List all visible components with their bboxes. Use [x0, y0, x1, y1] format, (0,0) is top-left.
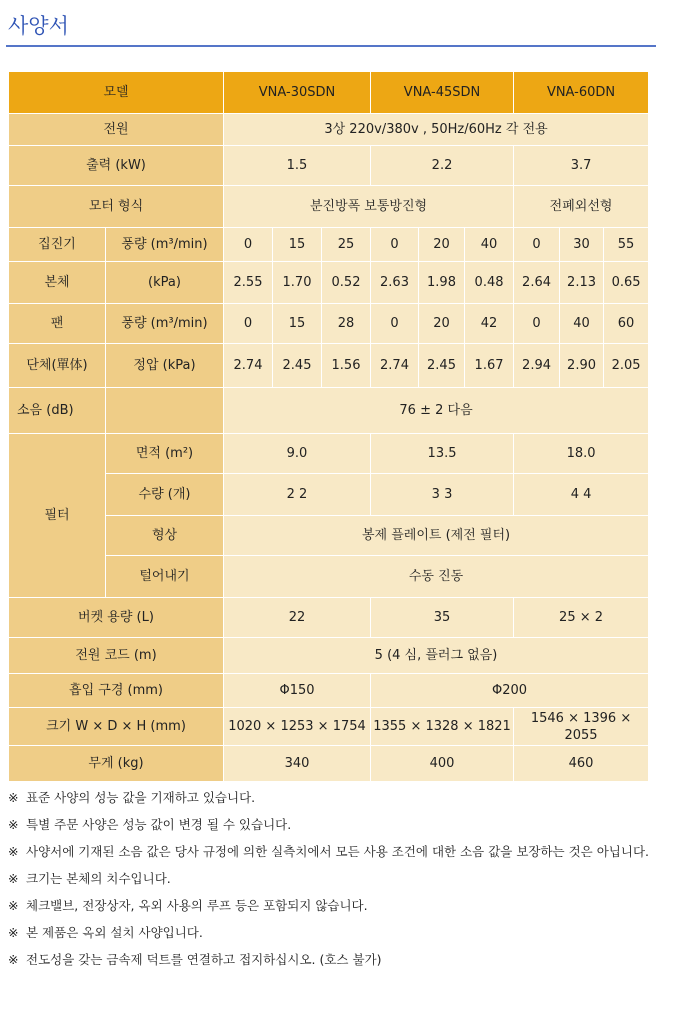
- weight-value: 400: [371, 746, 514, 782]
- note-mark: ※: [8, 817, 19, 832]
- cord-value: 5 (4 심, 플러그 없음): [224, 638, 649, 674]
- motor-row: [9, 186, 649, 228]
- noise-label: 소음 (dB): [9, 388, 106, 434]
- model-3-header: VNA-60DN: [514, 72, 649, 114]
- fan-pressure-value: 2.90: [560, 344, 604, 388]
- filter-area-label: 면적 (m²): [106, 434, 224, 474]
- weight-value: 340: [224, 746, 371, 782]
- size-value: 1355 × 1328 × 1821: [371, 708, 514, 746]
- fan-flow-value: 42: [465, 304, 514, 344]
- note-text: 특별 주문 사양은 성능 값이 변경 될 수 있습니다.: [26, 817, 292, 832]
- note-mark: ※: [8, 844, 19, 859]
- bucket-label: 버켓 용량 (L): [9, 598, 224, 638]
- note-mark: ※: [8, 898, 19, 913]
- output-row: [9, 146, 649, 186]
- bucket-value: 25 × 2: [514, 598, 649, 638]
- collector-pressure-row: [9, 262, 649, 304]
- collector-flow-value: 40: [465, 228, 514, 262]
- note-mark: ※: [8, 952, 19, 967]
- fan-label: 팬: [9, 304, 106, 344]
- filter-shape-value: 봉제 플레이트 (제전 필터): [224, 516, 649, 556]
- filter-area-value: 18.0: [514, 434, 649, 474]
- bucket-row: [9, 598, 649, 638]
- filter-label: 필터: [9, 434, 106, 598]
- filter-area-value: 9.0: [224, 434, 371, 474]
- size-row: [9, 708, 649, 746]
- fan-flow-value: 28: [322, 304, 371, 344]
- fan-flow-value: 40: [560, 304, 604, 344]
- filter-count-value: 3 3: [371, 474, 514, 516]
- note-mark: ※: [8, 871, 19, 886]
- filter-shape-label: 형상: [106, 516, 224, 556]
- motor-value: 분진방폭 보통방진형: [224, 186, 514, 228]
- fan-pressure-value: 1.67: [465, 344, 514, 388]
- weight-value: 460: [514, 746, 649, 782]
- note-item: [8, 844, 658, 860]
- collector-flow-value: 25: [322, 228, 371, 262]
- fan-flow-row: [9, 304, 649, 344]
- note-text: 사양서에 기재된 소음 값은 당사 규정에 의한 실측치에서 모든 사용 조건에 대한 소음 값을 보장하는 것은 아닙니다.: [26, 844, 649, 859]
- collector-flow-value: 0: [224, 228, 273, 262]
- note-item: [8, 898, 658, 914]
- weight-label: 무게 (kg): [9, 746, 224, 782]
- model-2-header: VNA-45SDN: [371, 72, 514, 114]
- notes-list: [8, 790, 658, 979]
- model-header: 모델: [9, 72, 224, 114]
- output-label: 출력 (kW): [9, 146, 224, 186]
- filter-shake-value: 수동 진동: [224, 556, 649, 598]
- collector-pressure-value: 0.52: [322, 262, 371, 304]
- collector-pressure-value: 2.55: [224, 262, 273, 304]
- filter-count-value: 4 4: [514, 474, 649, 516]
- note-item: [8, 871, 658, 887]
- collector-label: 집진기: [9, 228, 106, 262]
- collector-pressure-label: (kPa): [106, 262, 224, 304]
- collector-flow-value: 30: [560, 228, 604, 262]
- fan-pressure-value: 2.74: [224, 344, 273, 388]
- note-item: [8, 790, 658, 806]
- collector-pressure-value: 0.48: [465, 262, 514, 304]
- power-value: 3상 220v/380v , 50Hz/60Hz 각 전용: [224, 114, 649, 146]
- cord-row: [9, 638, 649, 674]
- output-value: 2.2: [371, 146, 514, 186]
- unit-label: 단체(單体): [9, 344, 106, 388]
- motor-label: 모터 형식: [9, 186, 224, 228]
- weight-row: [9, 746, 649, 782]
- cord-label: 전원 코드 (m): [9, 638, 224, 674]
- fan-flow-value: 0: [514, 304, 560, 344]
- filter-count-label: 수량 (개): [106, 474, 224, 516]
- inlet-value: Φ200: [371, 674, 649, 708]
- model-1-header: VNA-30SDN: [224, 72, 371, 114]
- fan-pressure-value: 2.94: [514, 344, 560, 388]
- fan-pressure-value: 2.74: [371, 344, 419, 388]
- collector-pressure-value: 1.98: [419, 262, 465, 304]
- fan-flow-value: 15: [273, 304, 322, 344]
- inlet-label: 흡입 구경 (mm): [9, 674, 224, 708]
- inlet-row: [9, 674, 649, 708]
- noise-sub-empty: [106, 388, 224, 434]
- noise-value: 76 ± 2 다음: [224, 388, 649, 434]
- fan-pressure-label: 정압 (kPa): [106, 344, 224, 388]
- fan-flow-value: 20: [419, 304, 465, 344]
- note-item: [8, 925, 658, 941]
- collector-pressure-value: 1.70: [273, 262, 322, 304]
- collector-flow-value: 20: [419, 228, 465, 262]
- fan-pressure-value: 2.45: [419, 344, 465, 388]
- spec-table: [8, 71, 649, 782]
- power-row: [9, 114, 649, 146]
- filter-count-value: 2 2: [224, 474, 371, 516]
- size-label: 크기 W × D × H (mm): [9, 708, 224, 746]
- title-divider: [6, 45, 656, 47]
- header-row: [9, 72, 649, 114]
- output-value: 1.5: [224, 146, 371, 186]
- filter-area-value: 13.5: [371, 434, 514, 474]
- fan-pressure-row: [9, 344, 649, 388]
- note-item: [8, 952, 658, 968]
- note-mark: ※: [8, 925, 19, 940]
- fan-pressure-value: 2.45: [273, 344, 322, 388]
- collector-pressure-value: 2.63: [371, 262, 419, 304]
- collector-flow-value: 15: [273, 228, 322, 262]
- collector-flow-row: [9, 228, 649, 262]
- size-value: 1546 × 1396 × 2055: [514, 708, 649, 746]
- note-text: 표준 사양의 성능 값을 기재하고 있습니다.: [26, 790, 256, 805]
- collector-flow-value: 0: [514, 228, 560, 262]
- fan-pressure-value: 2.05: [604, 344, 649, 388]
- collector-pressure-value: 2.64: [514, 262, 560, 304]
- note-text: 본 제품은 옥외 설치 사양입니다.: [26, 925, 203, 940]
- power-label: 전원: [9, 114, 224, 146]
- bucket-value: 22: [224, 598, 371, 638]
- output-value: 3.7: [514, 146, 649, 186]
- size-value: 1020 × 1253 × 1754: [224, 708, 371, 746]
- fan-flow-label: 풍량 (m³/min): [106, 304, 224, 344]
- note-text: 체크밸브, 전장상자, 옥외 사용의 루프 등은 포함되지 않습니다.: [26, 898, 368, 913]
- collector-flow-value: 55: [604, 228, 649, 262]
- fan-flow-value: 0: [224, 304, 273, 344]
- fan-flow-value: 60: [604, 304, 649, 344]
- inlet-value: Φ150: [224, 674, 371, 708]
- noise-row: [9, 388, 649, 434]
- note-item: [8, 817, 658, 833]
- bucket-value: 35: [371, 598, 514, 638]
- note-text: 크기는 본체의 치수입니다.: [26, 871, 171, 886]
- filter-shake-label: 털어내기: [106, 556, 224, 598]
- filter-area-row: [9, 434, 649, 474]
- motor-value: 전폐외선형: [514, 186, 649, 228]
- fan-pressure-value: 1.56: [322, 344, 371, 388]
- collector-pressure-value: 0.65: [604, 262, 649, 304]
- collector-pressure-value: 2.13: [560, 262, 604, 304]
- collector-flow-value: 0: [371, 228, 419, 262]
- fan-flow-value: 0: [371, 304, 419, 344]
- note-mark: ※: [8, 790, 19, 805]
- body-label: 본체: [9, 262, 106, 304]
- note-text: 전도성을 갖는 금속제 덕트를 연결하고 접지하십시오. (호스 불가): [26, 952, 382, 967]
- page-title: 사양서: [8, 14, 69, 38]
- collector-flow-label: 풍량 (m³/min): [106, 228, 224, 262]
